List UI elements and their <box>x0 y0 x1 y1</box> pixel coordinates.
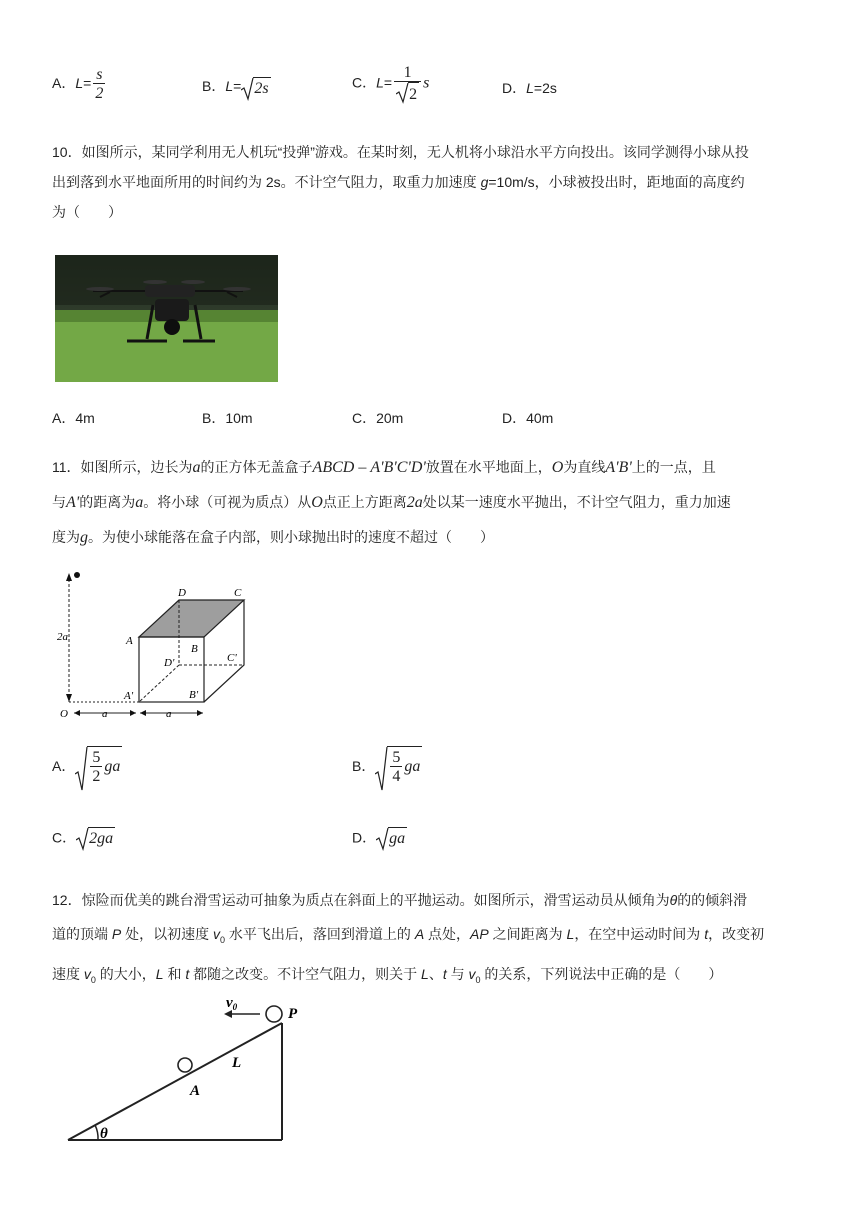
q11-option-b[interactable]: B． $\frac{5}{4}$ ga <box>352 746 422 786</box>
label-Bp: B' <box>189 689 199 701</box>
label-L: L <box>232 1055 242 1071</box>
sqrt-symbol: 2 <box>396 82 419 104</box>
q10-option-b[interactable]: B．10m <box>202 410 253 426</box>
label-D: D <box>178 587 186 599</box>
q11-option-a[interactable]: A． $\frac{5}{2}$ ga <box>52 746 122 786</box>
fraction: $\frac{1}{2}$ <box>394 64 421 104</box>
label-a-left: a <box>102 708 108 720</box>
incline-figure <box>60 995 320 1153</box>
q9-option-a[interactable]: A．L= $\frac{s}{2}$ <box>52 66 104 102</box>
label-C: C <box>234 587 242 599</box>
sqrt-symbol: ga <box>376 827 407 848</box>
q9-option-c[interactable]: C．L= $\frac{1}{2}$ s <box>352 64 430 103</box>
cube-figure <box>52 565 262 728</box>
label-A: A <box>126 635 133 647</box>
sqrt-symbol: $\frac{5}{2}$ ga <box>75 746 122 786</box>
label-2a: 2a <box>57 631 68 643</box>
label-theta: θ <box>100 1126 108 1142</box>
q10-option-d[interactable]: D．40m <box>502 410 554 426</box>
question-10-text: 10．如图所示，某同学利用无人机玩“投弹”游戏。在某时刻，无人机将小球沿水平方向投出。该同学测得小球从投 出到落到水平地面所用的时间约为 2s。不计空气阻力，取重力加速度 g=10m/s，小球被投出时，距地面的高度约 为（ ） <box>52 144 749 220</box>
q9-option-d[interactable]: D．L=2s <box>502 80 557 96</box>
q10-option-a[interactable]: A．4m <box>52 410 95 426</box>
q11-option-d[interactable]: D． ga <box>352 827 407 848</box>
label-Ap: A' <box>124 690 134 702</box>
fraction: $\frac{s}{2}$ <box>95 66 104 102</box>
question-11-text: 11．如图所示，边长为a的正方体无盖盒子ABCD – A'B'C'D'放置在水平地面上，O为直线A'B'上的一点，且 与A'的距离为a。将小球（可视为质点）从O点正上方距离2a处以某一速度水平抛出，不计空气阻力，重力加速 度为g。为使小球能落在盒子内部，则小球抛出时的速度不超过（ ） <box>52 459 731 546</box>
drone-photo <box>55 255 278 382</box>
label-v0: $v_0$ <box>226 995 238 1012</box>
q11-option-c[interactable]: C． 2ga <box>52 827 115 848</box>
q9-option-b[interactable]: B．L= 2s <box>202 78 269 97</box>
sqrt-symbol: 2ga <box>76 827 115 848</box>
label-A: A <box>190 1083 201 1099</box>
label-Cp: C' <box>227 652 237 664</box>
label-Dp: D' <box>164 657 175 669</box>
label-B: B <box>191 643 198 655</box>
sqrt-symbol: $\frac{5}{4}$ ga <box>375 746 422 786</box>
label-a-right: a <box>166 708 172 720</box>
label-O: O <box>60 708 68 720</box>
label-P: P <box>288 1006 298 1022</box>
q10-option-c[interactable]: C．20m <box>352 410 404 426</box>
question-12-text: 12．惊险而优美的跳台滑雪运动可抽象为质点在斜面上的平抛运动。如图所示，滑雪运动员从倾角为θ的的倾斜滑 道的顶端 P 处，以初速度 $v_0$ 水平飞出后，落回到滑道上的 A 点处，AP 之间距离为 L，在空中运动时间为 t，改变初 速度 $v_0$ 的大小，L 和 t 都随之改变。不计空气阻力，则关于 L、t 与 $v_0$ 的关系，下列说法中正确的是（ ） <box>52 892 765 985</box>
sqrt-symbol: 2s <box>241 77 270 98</box>
